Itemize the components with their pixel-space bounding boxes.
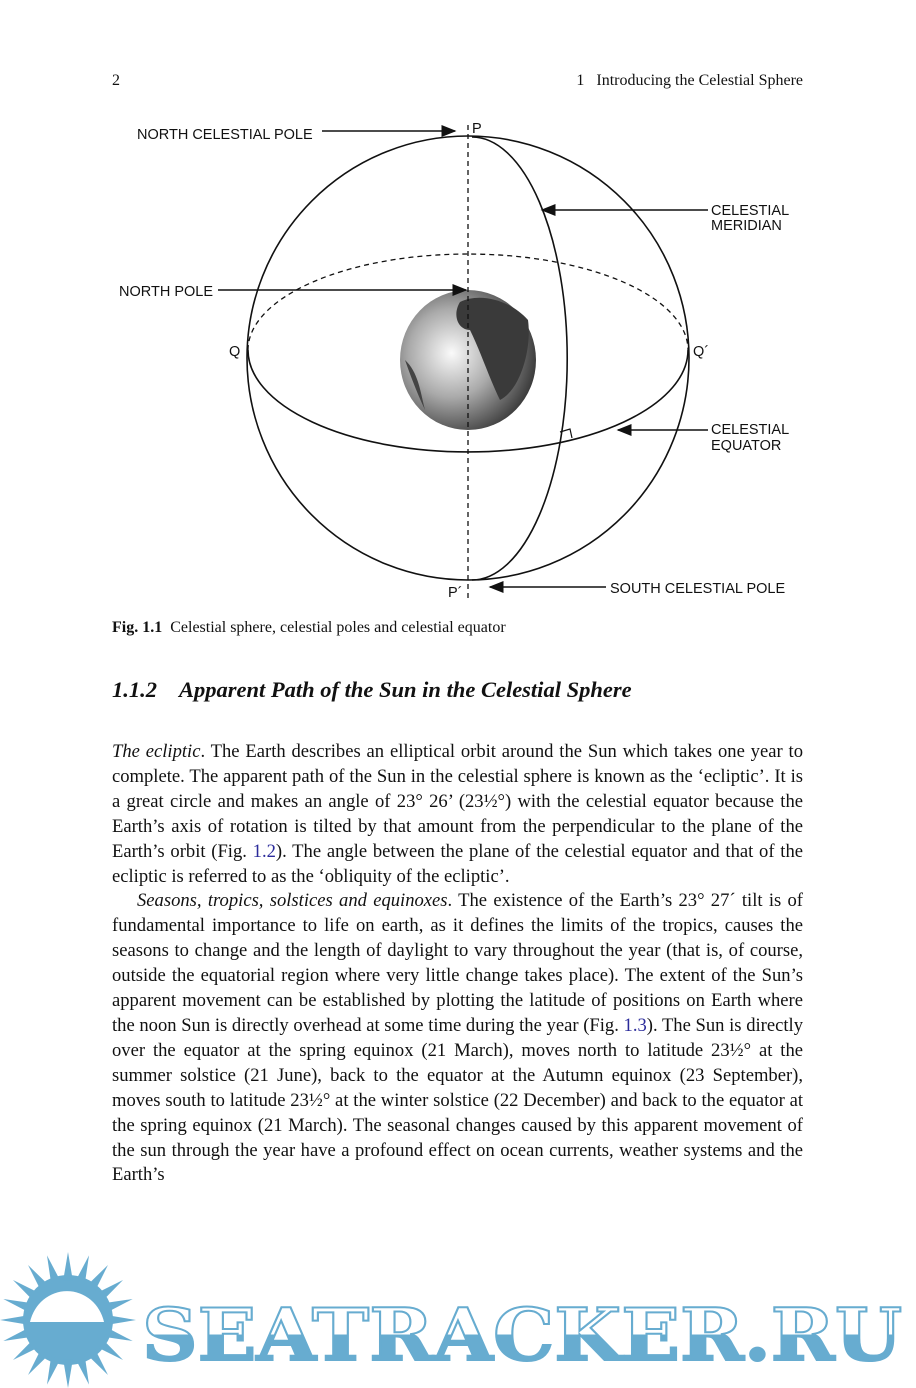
sun-ray [63,1252,73,1280]
run-in-heading: The ecliptic [112,741,201,762]
section-number: 1.1.2 [112,677,157,702]
label-celestial-meridian: CELESTIAL [711,203,790,219]
label-south-celestial-pole: SOUTH CELESTIAL POLE [610,581,786,597]
watermark-logo [0,1252,916,1388]
caption-text: Celestial sphere, celestial poles and celestial equator [170,619,506,636]
label-celestial-equator: CELESTIAL [711,422,790,438]
page-number: 2 [112,72,120,89]
label-p-prime: P´ [448,585,463,601]
label-celestial-equator-2: EQUATOR [711,438,782,454]
run-in-heading: Seasons, tropics, solstices and equinoxes [137,890,448,912]
watermark-text: SEATRACKER.RU [142,1292,902,1377]
sun-ray [108,1315,136,1325]
body-text [112,740,803,1188]
label-q-prime: Q´ [693,344,710,360]
section-title: Apparent Path of the Sun in the Celestial Sphere [179,677,632,702]
figure-link[interactable]: 1.2 [252,840,276,862]
label-north-celestial-pole: NORTH CELESTIAL POLE [137,127,313,143]
text: . The Earth describes an elliptical orbit around the Sun which takes one year to complete. The apparent path of the Sun in the celestial sphere is known as the ‘ecliptic’. It is a great circle and makes an angle of 23° 26’ (23½°) with the celestial equator because the Earth’s axis of rotation is tilted by that amount from the perpendicular to the plane of the Earth’s orbit (Fig. [112,741,803,862]
sun-ray [63,1360,73,1388]
text: ). The angle between the plane of the celestial equator and that of the ecliptic is referred to as the ‘obliquity of the ecliptic’. [112,840,804,887]
text: . The existence of the Earth’s 23° 27´ tilt is of fundamental importance to life on earth, as it defines the limits of the tropics, causes the seasons to change and the length of daylight to vary throughout the year (that is, of course, outside the equatorial region where very little change takes place). The extent of the Sun’s apparent movement can be established by plotting the latitude of positions on Earth where the noon Sun is directly overhead at some time during the year (Fig. [112,890,803,1036]
figure-caption [112,619,506,637]
figure-link[interactable]: 1.3 [623,1014,647,1036]
label-p: P [472,121,482,137]
sun-ray [0,1315,28,1325]
paragraph [112,740,803,889]
celestial-sphere-figure [0,0,916,620]
caption-number: Fig. 1.1 [112,619,163,636]
section-heading [112,677,632,703]
sun-icon [0,1252,136,1388]
label-celestial-meridian-2: MERIDIAN [711,218,782,234]
running-head: 1 Introducing the Celestial Sphere [576,72,803,89]
label-q: Q [229,344,241,360]
paragraph [112,889,803,1188]
label-north-pole: NORTH POLE [119,284,214,300]
text: ). The Sun is directly over the equator at the spring equinox (21 March), moves north to latitude 23½° at the summer solstice (21 June), back to the equator at the Autumn equinox (23 September), moves south to latitude 23½° at the winter solstice (22 December) and back to the equator at the spring equinox (21 March). The seasonal changes caused by this apparent movement of the sun through the year have a profound effect on ocean currents, weather systems and the Earth’s [112,1014,803,1186]
